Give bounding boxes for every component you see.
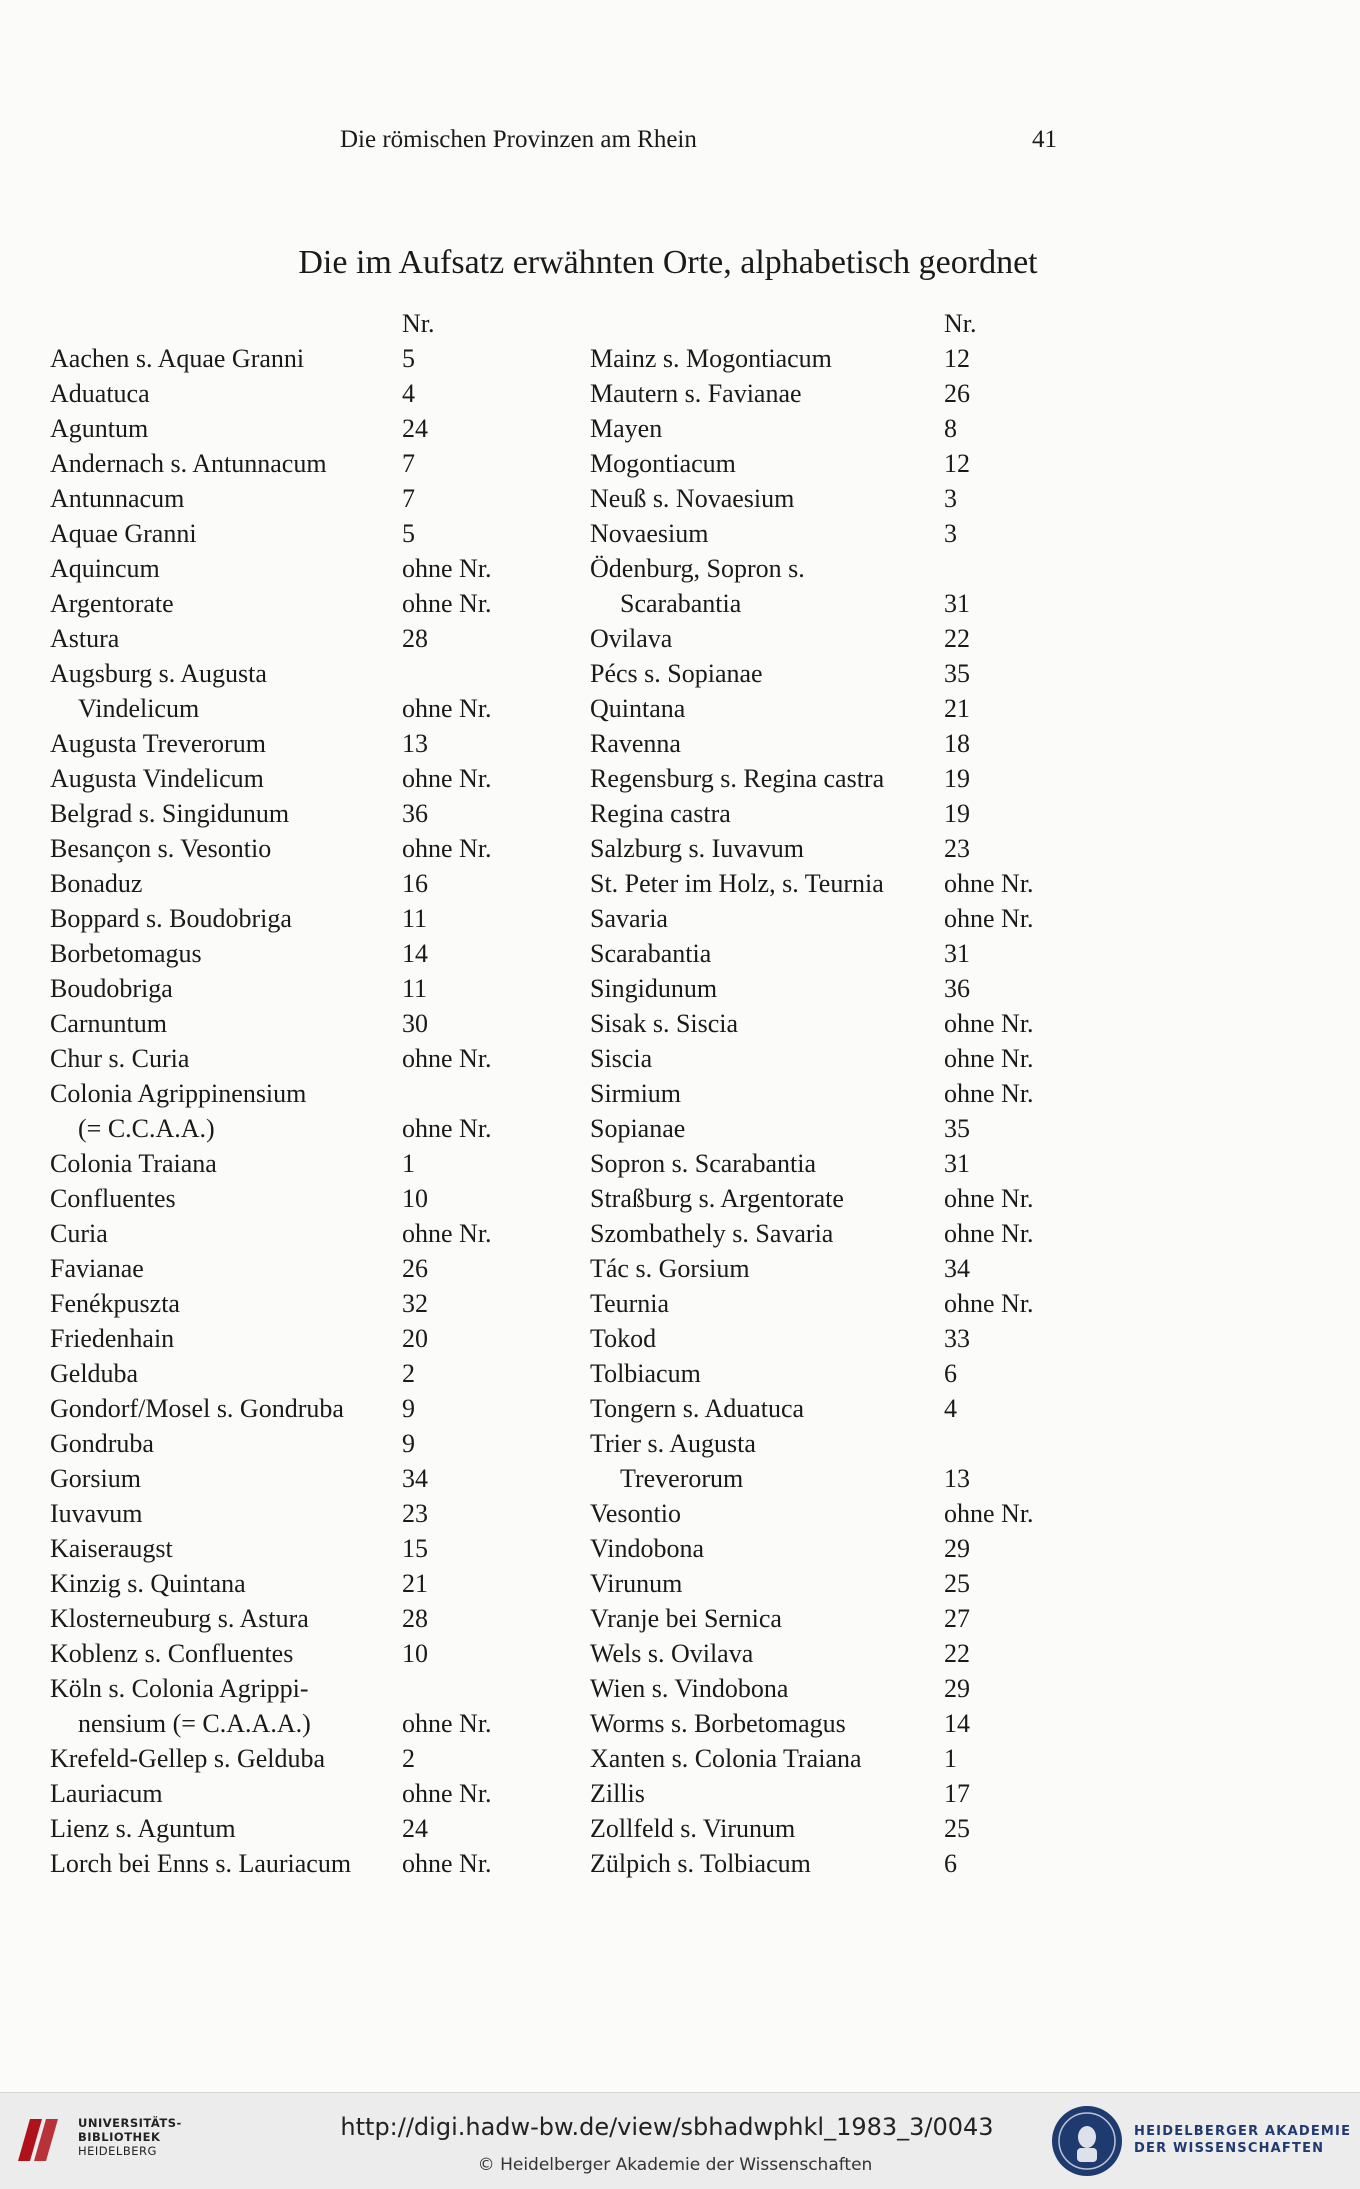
place-name: Neuß s. Novaesium (590, 484, 795, 513)
running-head (0, 126, 1360, 162)
entry-number: ohne Nr. (944, 904, 1034, 933)
entry-number: ohne Nr. (402, 1709, 492, 1738)
entry-number: 28 (402, 1604, 428, 1633)
place-name: Vindobona (590, 1534, 704, 1563)
academy-name-line: DER WISSENSCHAFTEN (1134, 2141, 1325, 2156)
entry-number: ohne Nr. (402, 1044, 492, 1073)
place-name: Gondruba (50, 1429, 154, 1458)
entry-number: 31 (944, 589, 970, 618)
place-name: Klosterneuburg s. Astura (50, 1604, 309, 1633)
place-name: Belgrad s. Singidunum (50, 799, 290, 828)
entry-number: ohne Nr. (402, 1849, 492, 1878)
place-name: St. Peter im Holz, s. Teurnia (590, 869, 884, 898)
place-name: Teurnia (590, 1289, 670, 1318)
entry-number: 19 (944, 764, 970, 793)
place-name: Curia (50, 1219, 108, 1248)
entry-number: 23 (402, 1499, 428, 1528)
entry-number: ohne Nr. (402, 1219, 492, 1248)
place-name: Augusta Treverorum (50, 729, 266, 758)
place-name: Lienz s. Aguntum (50, 1814, 236, 1843)
place-name: Lorch bei Enns s. Lauriacum (50, 1849, 352, 1878)
entry-number: 12 (944, 449, 970, 478)
entry-number: 31 (944, 939, 970, 968)
place-name: Kaiseraugst (50, 1534, 173, 1563)
place-name: Borbetomagus (50, 939, 202, 968)
place-name: Besançon s. Vesontio (50, 834, 272, 863)
place-name: Sopianae (590, 1114, 686, 1143)
place-name: Lauriacum (50, 1779, 163, 1808)
place-name: Zollfeld s. Virunum (590, 1814, 796, 1843)
entry-number: 5 (402, 344, 415, 373)
place-name: Koblenz s. Confluentes (50, 1639, 294, 1668)
place-name: Trier s. Augusta (590, 1429, 756, 1458)
entry-number: 18 (944, 729, 970, 758)
place-name: Tongern s. Aduatuca (590, 1394, 805, 1423)
entry-number: 3 (944, 519, 957, 548)
entry-number: 4 (944, 1394, 957, 1423)
entry-number: ohne Nr. (402, 834, 492, 863)
place-name: Ovilava (590, 624, 673, 653)
entry-number: 7 (402, 449, 415, 478)
entry-number: 32 (402, 1289, 428, 1318)
place-name: Zülpich s. Tolbiacum (590, 1849, 811, 1878)
entry-number: 25 (944, 1814, 970, 1843)
entry-number: ohne Nr. (402, 1114, 492, 1143)
entry-number: 10 (402, 1184, 428, 1213)
place-name: Gelduba (50, 1359, 139, 1388)
entry-number: 27 (944, 1604, 970, 1633)
running-head-title: Die römischen Provinzen am Rhein (340, 126, 697, 153)
place-name: Mautern s. Favianae (590, 379, 802, 408)
entry-number: 13 (944, 1464, 970, 1493)
place-name: Mayen (590, 414, 663, 443)
place-name: Quintana (590, 694, 686, 723)
entry-number: 21 (944, 694, 970, 723)
entry-number: 22 (944, 1639, 970, 1668)
place-name: Regina castra (590, 799, 731, 828)
entry-number: 9 (402, 1429, 415, 1458)
entry-number: ohne Nr. (944, 1184, 1034, 1213)
entry-number: 3 (944, 484, 957, 513)
page-title (0, 244, 1360, 282)
entry-number: 20 (402, 1324, 428, 1353)
place-name: Savaria (590, 904, 668, 933)
entry-number: 23 (944, 834, 970, 863)
entry-number: 1 (402, 1149, 415, 1178)
entry-number: ohne Nr. (944, 1499, 1034, 1528)
entry-number: ohne Nr. (944, 1289, 1034, 1318)
place-name: Worms s. Borbetomagus (590, 1709, 846, 1738)
entry-number: 15 (402, 1534, 428, 1563)
place-name: Aquincum (50, 554, 160, 583)
entry-number: 14 (402, 939, 428, 968)
place-name: Aquae Granni (50, 519, 197, 548)
place-name: Straßburg s. Argentorate (590, 1184, 844, 1213)
entry-number: 30 (402, 1009, 428, 1038)
place-name: Salzburg s. Iuvavum (590, 834, 804, 863)
entry-number: 33 (944, 1324, 970, 1353)
place-name: Argentorate (50, 589, 174, 618)
place-name: Szombathely s. Savaria (590, 1219, 834, 1248)
entry-number: 14 (944, 1709, 970, 1738)
entry-number: 34 (402, 1464, 428, 1493)
place-name: Mainz s. Mogontiacum (590, 344, 832, 373)
entry-number: 24 (402, 1814, 428, 1843)
place-name: Sirmium (590, 1079, 682, 1108)
place-name: Vranje bei Sernica (590, 1604, 782, 1633)
place-name: Carnuntum (50, 1009, 167, 1038)
place-name: Virunum (590, 1569, 683, 1598)
entry-number: 35 (944, 1114, 970, 1143)
place-name: Friedenhain (50, 1324, 175, 1353)
place-name: Aguntum (50, 414, 149, 443)
place-name: Andernach s. Antunnacum (50, 449, 327, 478)
place-name: Zillis (590, 1779, 645, 1808)
page-title-text: Die im Aufsatz erwähnten Orte, alphabetisch geordnet (298, 244, 1038, 281)
place-name: Xanten s. Colonia Traiana (590, 1744, 862, 1773)
page-number: 41 (1032, 126, 1057, 153)
place-name: (= C.C.A.A.) (78, 1114, 215, 1143)
entry-number: 17 (944, 1779, 970, 1808)
entry-number: 36 (944, 974, 970, 1003)
place-name: Fenékpuszta (50, 1289, 180, 1318)
place-name: Novaesium (590, 519, 709, 548)
place-name: Gorsium (50, 1464, 141, 1493)
place-name: Vindelicum (78, 694, 200, 723)
entry-number: ohne Nr. (402, 694, 492, 723)
entry-number: 7 (402, 484, 415, 513)
place-name: Ödenburg, Sopron s. (590, 554, 805, 583)
entry-number: ohne Nr. (402, 554, 492, 583)
entry-number: 25 (944, 1569, 970, 1598)
entry-number: 19 (944, 799, 970, 828)
place-name: Sopron s. Scarabantia (590, 1149, 817, 1178)
entry-number: 13 (402, 729, 428, 758)
place-name: nensium (= C.A.A.A.) (78, 1709, 311, 1738)
place-name: Pécs s. Sopianae (590, 659, 763, 688)
place-name: Ravenna (590, 729, 681, 758)
entry-number: 22 (944, 624, 970, 653)
place-name: Tokod (590, 1324, 657, 1353)
number-header: Nr. (402, 309, 435, 338)
entry-number: ohne Nr. (944, 1079, 1034, 1108)
entry-number: 9 (402, 1394, 415, 1423)
entry-number: 21 (402, 1569, 428, 1598)
entry-number: ohne Nr. (402, 589, 492, 618)
number-header: Nr. (944, 309, 977, 338)
entry-number: 2 (402, 1744, 415, 1773)
place-name: Sisak s. Siscia (590, 1009, 739, 1038)
place-name: Wien s. Vindobona (590, 1674, 789, 1703)
entry-number: ohne Nr. (944, 1009, 1034, 1038)
place-name: Confluentes (50, 1184, 176, 1213)
entry-number: ohne Nr. (944, 869, 1034, 898)
place-name: Augsburg s. Augusta (50, 659, 267, 688)
place-name: Regensburg s. Regina castra (590, 764, 885, 793)
entry-number: ohne Nr. (944, 1219, 1034, 1248)
entry-number: 29 (944, 1534, 970, 1563)
place-name: Vesontio (590, 1499, 681, 1528)
place-name: Mogontiacum (590, 449, 736, 478)
entry-number: 11 (402, 974, 428, 1003)
entry-number: 10 (402, 1639, 428, 1668)
place-name: Tolbiacum (590, 1359, 701, 1388)
library-name-line: UNIVERSITÄTS- (78, 2116, 182, 2130)
place-name: Köln s. Colonia Agrippi- (50, 1674, 309, 1703)
entry-number: 35 (944, 659, 970, 688)
footer-bar (0, 2092, 1360, 2189)
place-name: Scarabantia (590, 939, 712, 968)
place-name: Astura (50, 624, 120, 653)
place-name: Krefeld-Gellep s. Gelduba (50, 1744, 326, 1773)
place-name: Siscia (590, 1044, 653, 1073)
place-name: Favianae (50, 1254, 144, 1283)
place-name: Treverorum (620, 1464, 744, 1493)
library-name-line: BIBLIOTHEK (78, 2130, 161, 2144)
academy-name (1134, 2123, 1351, 2157)
copyright-text: © Heidelberger Akademie der Wissenschaften (477, 2155, 873, 2175)
entry-number: 16 (402, 869, 428, 898)
entry-number: 6 (944, 1359, 957, 1388)
entry-number: 11 (402, 904, 428, 933)
place-name: Chur s. Curia (50, 1044, 190, 1073)
place-name: Colonia Agrippinensium (50, 1079, 307, 1108)
place-name: Iuvavum (50, 1499, 143, 1528)
entry-number: 24 (402, 414, 428, 443)
entry-number: 6 (944, 1849, 957, 1878)
place-name: Boppard s. Boudobriga (50, 904, 292, 933)
place-name: Tác s. Gorsium (590, 1254, 750, 1283)
entry-number: 5 (402, 519, 415, 548)
entry-number: ohne Nr. (402, 764, 492, 793)
entry-number: ohne Nr. (402, 1779, 492, 1808)
permalink-link[interactable]: http://digi.hadw-bw.de/view/sbhadwphkl_1983_3/0043 (340, 2113, 994, 2141)
entry-number: 26 (402, 1254, 428, 1283)
place-name: Boudobriga (50, 974, 173, 1003)
place-name: Antunnacum (50, 484, 185, 513)
place-name: Augusta Vindelicum (50, 764, 264, 793)
place-name: Colonia Traiana (50, 1149, 217, 1178)
copyright (0, 2155, 1360, 2175)
academy-name-line: HEIDELBERGER AKADEMIE (1134, 2124, 1352, 2139)
entry-number: 4 (402, 379, 415, 408)
entry-number: 26 (944, 379, 970, 408)
academy-seal-logo-icon (1050, 2104, 1124, 2178)
entry-number: 2 (402, 1359, 415, 1388)
entry-number: 29 (944, 1674, 970, 1703)
place-name: Singidunum (590, 974, 718, 1003)
place-name: Aachen s. Aquae Granni (50, 344, 305, 373)
entry-number: 34 (944, 1254, 970, 1283)
place-name: Kinzig s. Quintana (50, 1569, 246, 1598)
entry-number: 31 (944, 1149, 970, 1178)
entry-number: 8 (944, 414, 957, 443)
entry-number: 1 (944, 1744, 957, 1773)
place-name: Bonaduz (50, 869, 143, 898)
place-name: Scarabantia (620, 589, 742, 618)
entry-number: 28 (402, 624, 428, 653)
place-name: Wels s. Ovilava (590, 1639, 754, 1668)
place-name: Aduatuca (50, 379, 150, 408)
entry-number: 36 (402, 799, 428, 828)
entry-number: 12 (944, 344, 970, 373)
entry-number: ohne Nr. (944, 1044, 1034, 1073)
library-name-line: HEIDELBERG (78, 2144, 157, 2158)
place-name: Gondorf/Mosel s. Gondruba (50, 1394, 344, 1423)
